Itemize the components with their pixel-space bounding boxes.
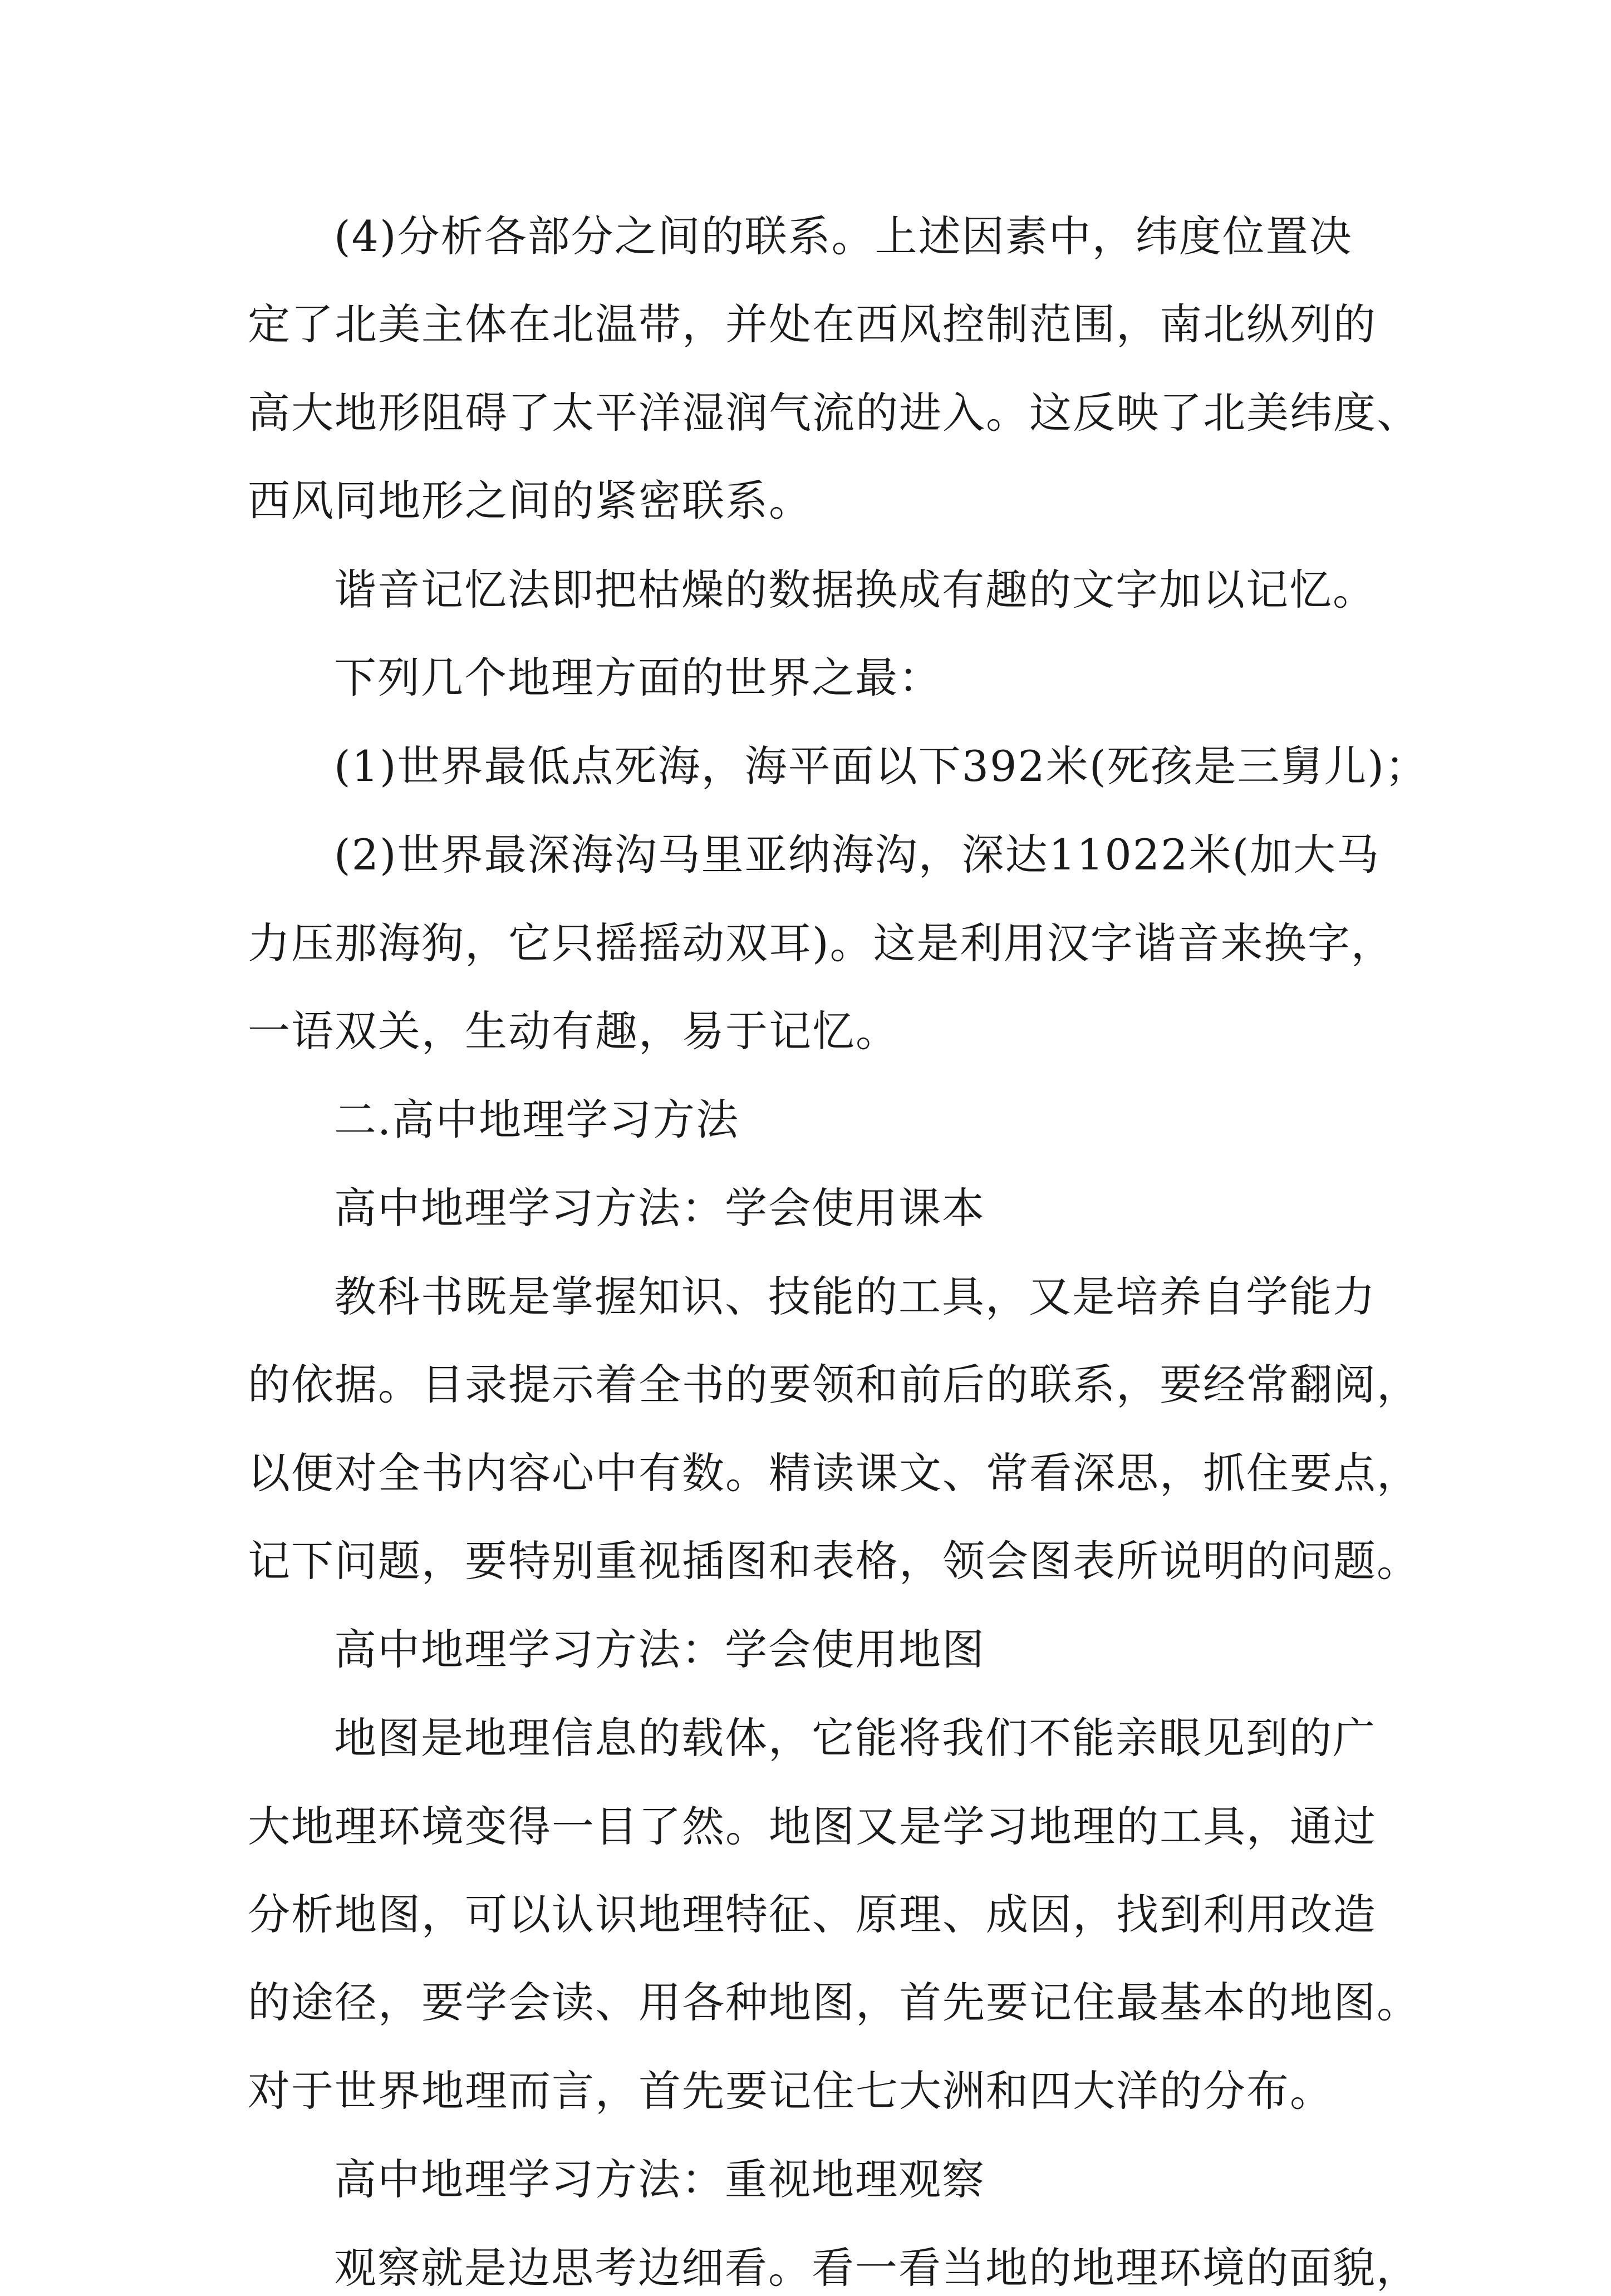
text-line: 的途径，要学会读、用各种地图，首先要记住最基本的地图。: [248, 1978, 1420, 2027]
subsection-heading: 高中地理学习方法：学会使用地图: [334, 1625, 985, 1674]
text-line: 谐音记忆法即把枯燥的数据换成有趣的文字加以记忆。: [334, 565, 1376, 614]
text-line: 分析地图，可以认识地理特征、原理、成因，找到利用改造: [248, 1890, 1377, 1939]
text-line: 定了北美主体在北温带，并处在西风控制范围，南北纵列的: [248, 299, 1377, 349]
subsection-heading: 高中地理学习方法：学会使用课本: [334, 1183, 985, 1233]
text-line: 下列几个地理方面的世界之最：: [334, 653, 942, 702]
text-line: (4)分析各部分之间的联系。上述因素中，纬度位置决: [334, 212, 1353, 261]
text-line: 一语双关，生动有趣，易于记忆。: [248, 1006, 899, 1056]
text-line: 地图是地理信息的载体，它能将我们不能亲眼见到的广: [334, 1713, 1376, 1763]
text-line: 大地理环境变得一目了然。地图又是学习地理的工具，通过: [248, 1802, 1377, 1851]
text-line: 记下问题，要特别重视插图和表格，领会图表所说明的问题。: [248, 1536, 1420, 1586]
text-line: 观察就是边思考边细看。看一看当地的地理环境的面貌，: [334, 2243, 1420, 2293]
text-line: (2)世界最深海沟马里亚纳海沟，深达11022米(加大马: [334, 830, 1381, 879]
text-line: 教科书既是掌握知识、技能的工具，又是培养自学能力: [334, 1272, 1376, 1321]
text-line: 对于世界地理而言，首先要记住七大洲和四大洋的分布。: [248, 2066, 1333, 2116]
text-line: 的依据。目录提示着全书的要领和前后的联系，要经常翻阅，: [248, 1360, 1420, 1409]
text-line: (1)世界最低点死海，海平面以下392米(死孩是三舅儿)；: [334, 741, 1429, 791]
text-line: 以便对全书内容心中有数。精读课文、常看深思，抓住要点，: [248, 1448, 1420, 1498]
text-line: 西风同地形之间的紧密联系。: [248, 476, 812, 525]
text-line: 高大地形阻碍了太平洋湿润气流的进入。这反映了北美纬度、: [248, 388, 1420, 437]
text-line: 力压那海狗，它只摇摇动双耳)。这是利用汉字谐音来换字，: [248, 918, 1394, 968]
section-heading: 二.高中地理学习方法: [334, 1095, 740, 1144]
subsection-heading: 高中地理学习方法：重视地理观察: [334, 2155, 985, 2204]
